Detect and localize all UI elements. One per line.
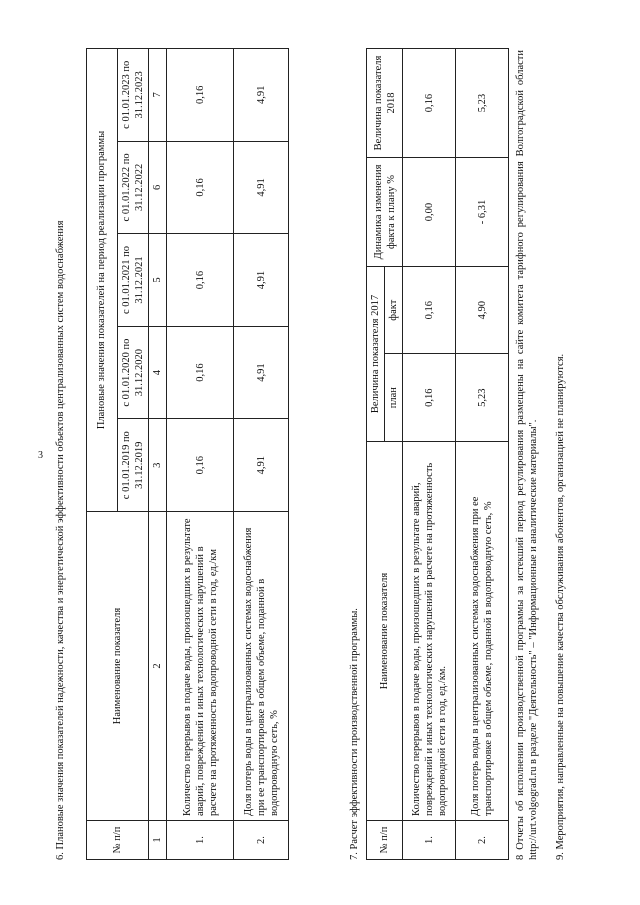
col-number: 1: [149, 821, 167, 860]
row-dynamics: - 6,31: [456, 158, 509, 267]
row-name: Количество перерывов в подаче воды, произошедших в результате аварий, повреждений и иных технологических нарушений в расчете на протяженность водопроводной сети в год, ед./км: [167, 512, 234, 821]
page-number: 3: [38, 450, 43, 461]
table-row: [403, 49, 456, 860]
col-number: 7: [149, 49, 167, 142]
row-num: 1.: [403, 821, 456, 860]
row-value: 0,16: [167, 326, 234, 419]
col-number: 3: [149, 419, 167, 512]
row-dynamics: 0,00: [403, 158, 456, 267]
plan-header: план: [385, 354, 403, 442]
section9-text: 9. Мероприятия, направленные на повышение качества обслуживания абонентов, организацией не планируются.: [555, 353, 566, 860]
col-name-header: Наименование показателя: [87, 512, 149, 821]
fact-header: факт: [385, 267, 403, 354]
row-value: 0,16: [167, 234, 234, 327]
plan-header: Плановые значения показателей на период реализации программы: [87, 49, 118, 512]
col-num-header: № п/п: [367, 821, 403, 860]
row-value: 0,16: [167, 141, 234, 234]
table-row: [456, 49, 509, 860]
row-value: 4,91: [234, 234, 289, 327]
row-num: 2.: [456, 821, 509, 860]
value-2018-header: Величина показателя 2018: [367, 49, 403, 158]
table-row: [234, 49, 289, 860]
row-plan: 5,23: [456, 354, 509, 442]
row-value: 0,16: [167, 49, 234, 142]
period-header: с 01.01.2021 по 31.12.2021: [118, 234, 149, 327]
row-value: 4,91: [234, 49, 289, 142]
row-value-2018: 5,23: [456, 49, 509, 158]
row-fact: 4,90: [456, 267, 509, 354]
dynamics-header: Динамика изменения факта к плану %: [367, 158, 403, 267]
period-header: с 01.01.2020 по 31.12.2020: [118, 326, 149, 419]
row-num: 2.: [234, 821, 289, 860]
col-number: 5: [149, 234, 167, 327]
period-header: с 01.01.2022 по 31.12.2022: [118, 141, 149, 234]
table-row: [167, 49, 234, 860]
row-name: Доля потерь воды в централизованных системах водоснабжения при ее транспортировке в общем объеме, поданной в водопроводную сеть, %: [234, 512, 289, 821]
col-number: 2: [149, 512, 167, 821]
row-value: 4,91: [234, 419, 289, 512]
section6-heading: 6. Плановые значения показателей надежности, качества и энергетической эффективности объектов централизованных систем водоснабжения: [55, 220, 66, 860]
row-name: Количество перерывов в подаче воды, произошедших в результате аварий, повреждений и иных технологических нарушений в расчете на протяженность водопроводной сети в год, ед./км.: [403, 442, 456, 821]
row-value: 4,91: [234, 141, 289, 234]
row-value: 0,16: [167, 419, 234, 512]
section8-text: 8 Отчеты об исполнении производственной программы за истекший период регулирования размещены на сайте комитета тарифного регулирования Волгоградской области http://urt.volgograd.ru в разделе "Деятельность" – "Информационные и аналитические материалы".: [515, 50, 540, 860]
row-plan: 0,16: [403, 354, 456, 442]
col-num-header: № п/п: [87, 821, 149, 860]
col-number: 4: [149, 326, 167, 419]
period-header: с 01.01.2019 по 31.12.2019: [118, 419, 149, 512]
row-name: Доля потерь воды в централизованных системах водоснабжения при ее транспортировке в общем объеме, поданной в водопроводную сеть, %: [456, 442, 509, 821]
row-num: 1.: [167, 821, 234, 860]
period-header: с 01.01.2023 по 31.12.2023: [118, 49, 149, 142]
table-efficiency: [366, 48, 509, 860]
value-2017-header: Величина показателя 2017: [367, 267, 385, 442]
col-name-header: Наименование показателя: [367, 442, 403, 821]
row-value-2018: 0,16: [403, 49, 456, 158]
row-value: 4,91: [234, 326, 289, 419]
section7-heading: 7. Расчет эффективности производственной программы.: [349, 608, 360, 860]
row-fact: 0,16: [403, 267, 456, 354]
col-number: 6: [149, 141, 167, 234]
table-targets: [86, 48, 289, 860]
rotated-page-content: [48, 22, 578, 882]
